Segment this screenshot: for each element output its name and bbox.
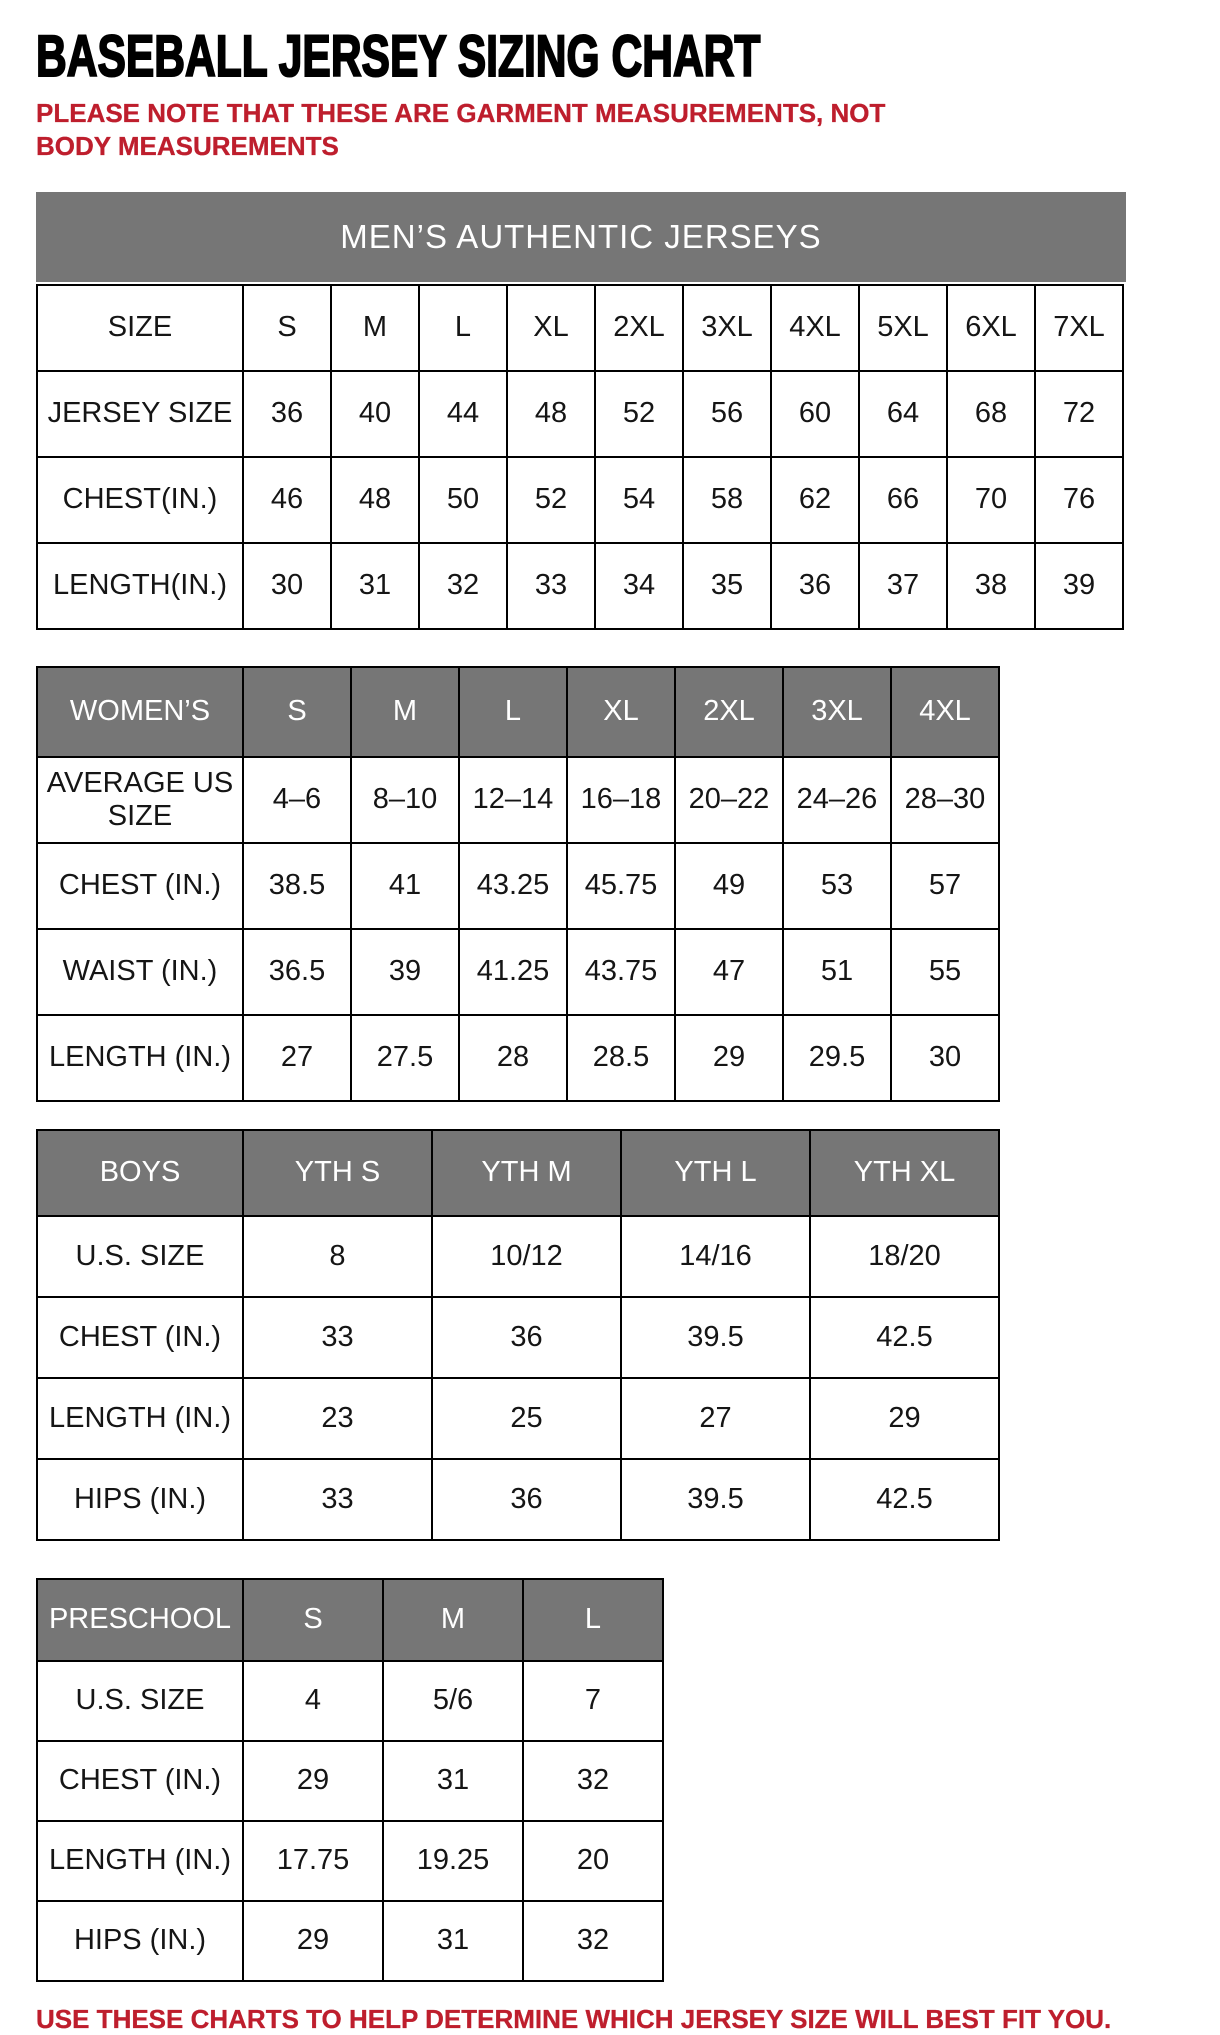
- womens-header-cell: XL: [567, 667, 675, 757]
- value-cell: 64: [859, 371, 947, 457]
- value-cell: 66: [859, 457, 947, 543]
- value-cell: 45.75: [567, 843, 675, 929]
- value-cell: 52: [507, 457, 595, 543]
- value-cell: 42.5: [810, 1459, 999, 1540]
- value-cell: 41: [351, 843, 459, 929]
- table-row: [37, 1741, 663, 1821]
- value-cell: 8–10: [351, 757, 459, 843]
- value-cell: 57: [891, 843, 999, 929]
- row-label-cell: LENGTH (IN.): [37, 1378, 243, 1459]
- preschool-table: [36, 1578, 664, 1982]
- value-cell: 72: [1035, 371, 1123, 457]
- value-cell: 33: [243, 1459, 432, 1540]
- value-cell: M: [331, 285, 419, 371]
- value-cell: 10/12: [432, 1216, 621, 1297]
- value-cell: 27: [621, 1378, 810, 1459]
- value-cell: 16–18: [567, 757, 675, 843]
- table-row: [37, 457, 1123, 543]
- row-label-cell: HIPS (IN.): [37, 1459, 243, 1540]
- value-cell: 68: [947, 371, 1035, 457]
- value-cell: 51: [783, 929, 891, 1015]
- row-label-cell: JERSEY SIZE: [37, 371, 243, 457]
- value-cell: 30: [891, 1015, 999, 1101]
- womens-header-cell: S: [243, 667, 351, 757]
- value-cell: 36: [432, 1297, 621, 1378]
- value-cell: 29: [243, 1741, 383, 1821]
- value-cell: 33: [507, 543, 595, 629]
- mens-sizing-section: [36, 192, 1220, 630]
- value-cell: 49: [675, 843, 783, 929]
- value-cell: 20–22: [675, 757, 783, 843]
- value-cell: 50: [419, 457, 507, 543]
- value-cell: 5/6: [383, 1661, 523, 1741]
- table-row: [37, 1661, 663, 1741]
- value-cell: 14/16: [621, 1216, 810, 1297]
- table-row: [37, 757, 999, 843]
- table-row: [37, 1901, 663, 1981]
- value-cell: S: [243, 285, 331, 371]
- value-cell: 31: [383, 1901, 523, 1981]
- value-cell: 28.5: [567, 1015, 675, 1101]
- value-cell: 32: [523, 1741, 663, 1821]
- value-cell: 48: [331, 457, 419, 543]
- row-label-cell: HIPS (IN.): [37, 1901, 243, 1981]
- value-cell: 27.5: [351, 1015, 459, 1101]
- preschool-header-cell: L: [523, 1579, 663, 1661]
- value-cell: 29.5: [783, 1015, 891, 1101]
- boys-header-cell: YTH M: [432, 1130, 621, 1216]
- preschool-header-cell: S: [243, 1579, 383, 1661]
- row-label-cell: SIZE: [37, 285, 243, 371]
- page-title: BASEBALL JERSEY SIZING CHART: [36, 23, 761, 89]
- value-cell: 32: [419, 543, 507, 629]
- value-cell: 23: [243, 1378, 432, 1459]
- value-cell: 28–30: [891, 757, 999, 843]
- womens-header-label-cell: WOMEN’S: [37, 667, 243, 757]
- value-cell: 8: [243, 1216, 432, 1297]
- value-cell: 36: [771, 543, 859, 629]
- value-cell: 12–14: [459, 757, 567, 843]
- value-cell: 7XL: [1035, 285, 1123, 371]
- value-cell: XL: [507, 285, 595, 371]
- value-cell: 31: [383, 1741, 523, 1821]
- preschool-header-label-cell: PRESCHOOL: [37, 1579, 243, 1661]
- value-cell: 39.5: [621, 1297, 810, 1378]
- value-cell: 41.25: [459, 929, 567, 1015]
- row-label-cell: U.S. SIZE: [37, 1216, 243, 1297]
- value-cell: 54: [595, 457, 683, 543]
- table-row: [37, 1821, 663, 1901]
- value-cell: 60: [771, 371, 859, 457]
- table-row: [37, 843, 999, 929]
- value-cell: 2XL: [595, 285, 683, 371]
- footer-note: USE THESE CHARTS TO HELP DETERMINE WHICH JERSEY SIZE WILL BEST FIT YOU.: [36, 2004, 1112, 2034]
- value-cell: 6XL: [947, 285, 1035, 371]
- value-cell: 29: [243, 1901, 383, 1981]
- boys-header-cell: YTH L: [621, 1130, 810, 1216]
- row-label-cell: LENGTH(IN.): [37, 543, 243, 629]
- value-cell: 5XL: [859, 285, 947, 371]
- row-label-cell: LENGTH (IN.): [37, 1821, 243, 1901]
- value-cell: 30: [243, 543, 331, 629]
- womens-header-cell: 4XL: [891, 667, 999, 757]
- value-cell: 20: [523, 1821, 663, 1901]
- boys-table: [36, 1129, 1000, 1541]
- value-cell: 46: [243, 457, 331, 543]
- value-cell: 62: [771, 457, 859, 543]
- table-header-row: [37, 1130, 999, 1216]
- value-cell: 43.25: [459, 843, 567, 929]
- table-row: [37, 1378, 999, 1459]
- womens-header-cell: 2XL: [675, 667, 783, 757]
- value-cell: 53: [783, 843, 891, 929]
- value-cell: 56: [683, 371, 771, 457]
- row-label-cell: LENGTH (IN.): [37, 1015, 243, 1101]
- value-cell: 38: [947, 543, 1035, 629]
- value-cell: 27: [243, 1015, 351, 1101]
- table-row: [37, 1015, 999, 1101]
- table-row: [37, 371, 1123, 457]
- value-cell: 39: [351, 929, 459, 1015]
- value-cell: 18/20: [810, 1216, 999, 1297]
- value-cell: 42.5: [810, 1297, 999, 1378]
- mens-table: [36, 284, 1124, 630]
- row-label-cell: AVERAGE US SIZE: [37, 757, 243, 843]
- value-cell: 36.5: [243, 929, 351, 1015]
- boys-header-cell: YTH XL: [810, 1130, 999, 1216]
- mens-banner-heading: MEN’S AUTHENTIC JERSEYS: [36, 192, 1126, 282]
- value-cell: 40: [331, 371, 419, 457]
- value-cell: 34: [595, 543, 683, 629]
- value-cell: L: [419, 285, 507, 371]
- value-cell: 4: [243, 1661, 383, 1741]
- value-cell: 37: [859, 543, 947, 629]
- value-cell: 24–26: [783, 757, 891, 843]
- table-row: [37, 543, 1123, 629]
- row-label-cell: U.S. SIZE: [37, 1661, 243, 1741]
- womens-header-cell: 3XL: [783, 667, 891, 757]
- table-header-row: [37, 667, 999, 757]
- value-cell: 28: [459, 1015, 567, 1101]
- value-cell: 3XL: [683, 285, 771, 371]
- value-cell: 17.75: [243, 1821, 383, 1901]
- boys-header-cell: YTH S: [243, 1130, 432, 1216]
- womens-sizing-section: [36, 666, 1220, 1102]
- womens-table: [36, 666, 1000, 1102]
- row-label-cell: WAIST (IN.): [37, 929, 243, 1015]
- value-cell: 33: [243, 1297, 432, 1378]
- value-cell: 4XL: [771, 285, 859, 371]
- value-cell: 43.75: [567, 929, 675, 1015]
- value-cell: 4–6: [243, 757, 351, 843]
- value-cell: 36: [432, 1459, 621, 1540]
- womens-header-cell: M: [351, 667, 459, 757]
- value-cell: 39: [1035, 543, 1123, 629]
- row-label-cell: CHEST (IN.): [37, 843, 243, 929]
- preschool-header-cell: M: [383, 1579, 523, 1661]
- boys-sizing-section: [36, 1129, 1220, 1541]
- value-cell: 47: [675, 929, 783, 1015]
- table-row: [37, 1459, 999, 1540]
- table-row: [37, 1297, 999, 1378]
- row-label-cell: CHEST(IN.): [37, 457, 243, 543]
- value-cell: 29: [810, 1378, 999, 1459]
- value-cell: 52: [595, 371, 683, 457]
- row-label-cell: CHEST (IN.): [37, 1297, 243, 1378]
- garment-measurement-note: PLEASE NOTE THAT THESE ARE GARMENT MEASUREMENTS, NOT BODY MEASUREMENTS: [36, 98, 886, 161]
- womens-header-cell: L: [459, 667, 567, 757]
- value-cell: 7: [523, 1661, 663, 1741]
- value-cell: 32: [523, 1901, 663, 1981]
- value-cell: 58: [683, 457, 771, 543]
- value-cell: 35: [683, 543, 771, 629]
- value-cell: 29: [675, 1015, 783, 1101]
- boys-header-label-cell: BOYS: [37, 1130, 243, 1216]
- value-cell: 76: [1035, 457, 1123, 543]
- value-cell: 39.5: [621, 1459, 810, 1540]
- value-cell: 48: [507, 371, 595, 457]
- table-row: [37, 929, 999, 1015]
- table-row: [37, 1216, 999, 1297]
- value-cell: 31: [331, 543, 419, 629]
- value-cell: 55: [891, 929, 999, 1015]
- value-cell: 19.25: [383, 1821, 523, 1901]
- row-label-cell: CHEST (IN.): [37, 1741, 243, 1821]
- table-header-row: [37, 1579, 663, 1661]
- value-cell: 44: [419, 371, 507, 457]
- value-cell: 70: [947, 457, 1035, 543]
- preschool-sizing-section: [36, 1578, 1220, 1982]
- value-cell: 25: [432, 1378, 621, 1459]
- value-cell: 38.5: [243, 843, 351, 929]
- table-row: [37, 285, 1123, 371]
- value-cell: 36: [243, 371, 331, 457]
